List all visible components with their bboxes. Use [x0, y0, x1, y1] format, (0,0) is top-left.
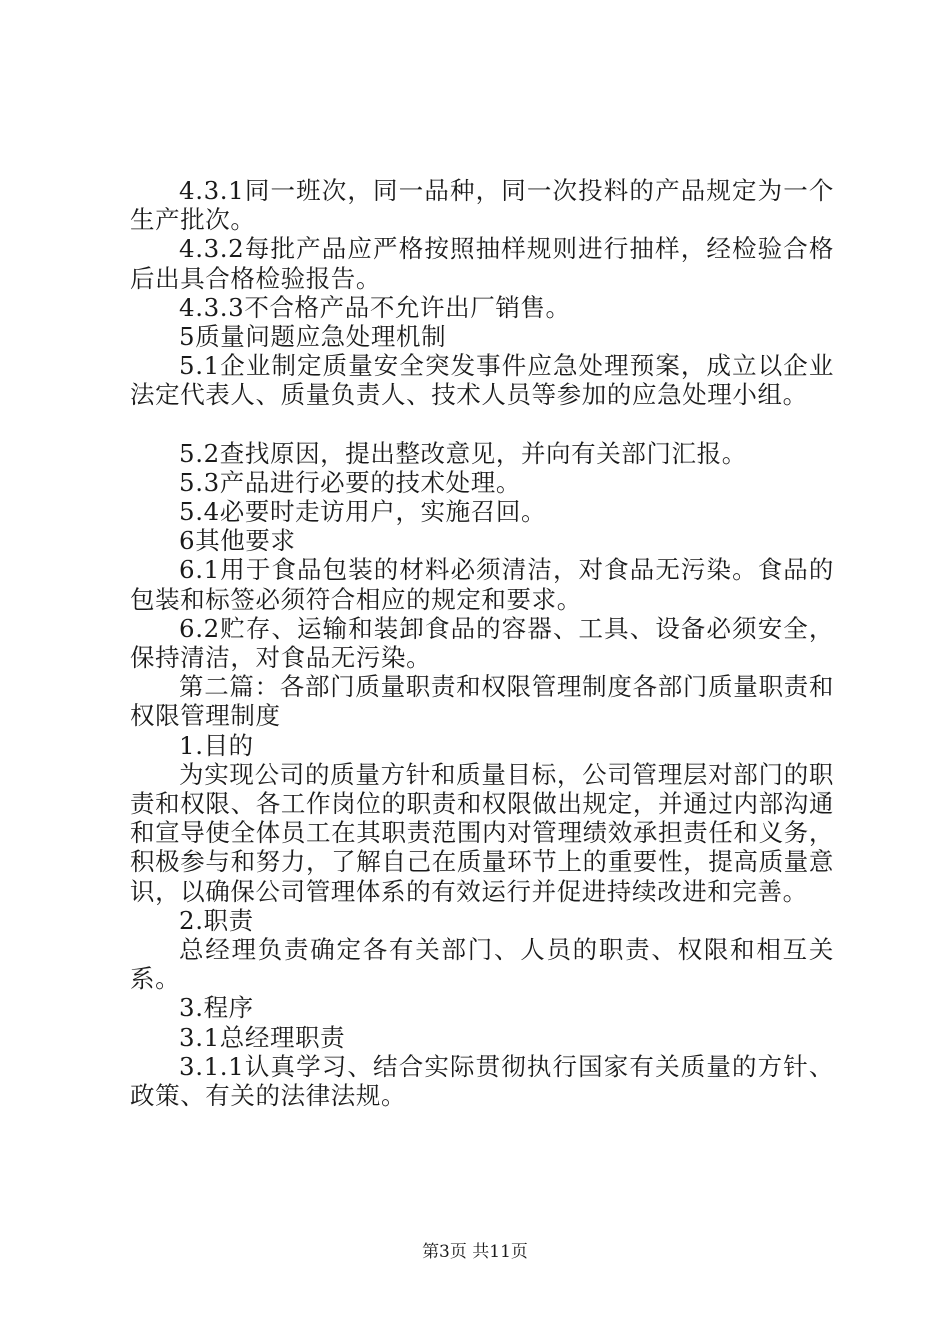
- document-body: [130, 176, 834, 1110]
- paragraph-5-3: 5.3产品进行必要的技术处理。: [179, 467, 521, 497]
- section-heading-procedure: 3.程序: [179, 993, 254, 1023]
- paragraph-5-1: 5.1企业制定质量安全突发事件应急处理预案，成立以企业法定代表人、质量负责人、技术人员等参加的应急处理小组。: [130, 351, 834, 410]
- section-heading-3-1: 3.1总经理职责: [179, 1022, 346, 1052]
- paragraph-4-3-3: 4.3.3不合格产品不允许出厂销售。: [179, 292, 571, 322]
- section-heading-duties: 2.职责: [179, 905, 254, 935]
- paragraph-purpose: 为实现公司的质量方针和质量目标，公司管理层对部门的职责和权限、各工作岗位的职责和权限做出规定，并通过内部沟通和宣导使全体员工在其职责范围内对管理绩效承担责任和义务，积极参与和努力，了解自己在质量环节上的重要性，提高质量意识，以确保公司管理体系的有效运行并促进持续改进和完善。: [130, 759, 834, 906]
- paragraph-3-1-1: 3.1.1认真学习、结合实际贯彻执行国家有关质量的方针、政策、有关的法律法规。: [130, 1051, 834, 1111]
- paragraph-duties: 总经理负责确定各有关部门、人员的职责、权限和相互关系。: [130, 935, 834, 994]
- section-heading-5: 5质量问题应急处理机制: [179, 322, 447, 352]
- chapter-title-2: 第二篇：各部门质量职责和权限管理制度各部门质量职责和权限管理制度: [130, 672, 834, 731]
- paragraph-4-3-1: 4.3.1同一班次，同一品种，同一次投料的产品规定为一个生产批次。: [130, 176, 834, 235]
- paragraph-4-3-2: 4.3.2每批产品应严格按照抽样规则进行抽样，经检验合格后出具合格检验报告。: [130, 234, 834, 293]
- section-heading-purpose: 1.目的: [179, 730, 254, 760]
- paragraph-6-1: 6.1用于食品包装的材料必须清洁，对食品无污染。食品的包装和标签必须符合相应的规定和要求。: [130, 555, 834, 614]
- section-heading-6: 6其他要求: [179, 526, 296, 556]
- paragraph-5-4: 5.4必要时走访用户，实施召回。: [179, 497, 547, 527]
- paragraph-5-2: 5.2查找原因，提出整改意见，并向有关部门汇报。: [179, 438, 747, 468]
- page-number-footer: 第3页 共11页: [422, 1242, 528, 1262]
- paragraph-6-2: 6.2贮存、运输和装卸食品的容器、工具、设备必须安全，保持清洁，对食品无污染。: [130, 613, 834, 673]
